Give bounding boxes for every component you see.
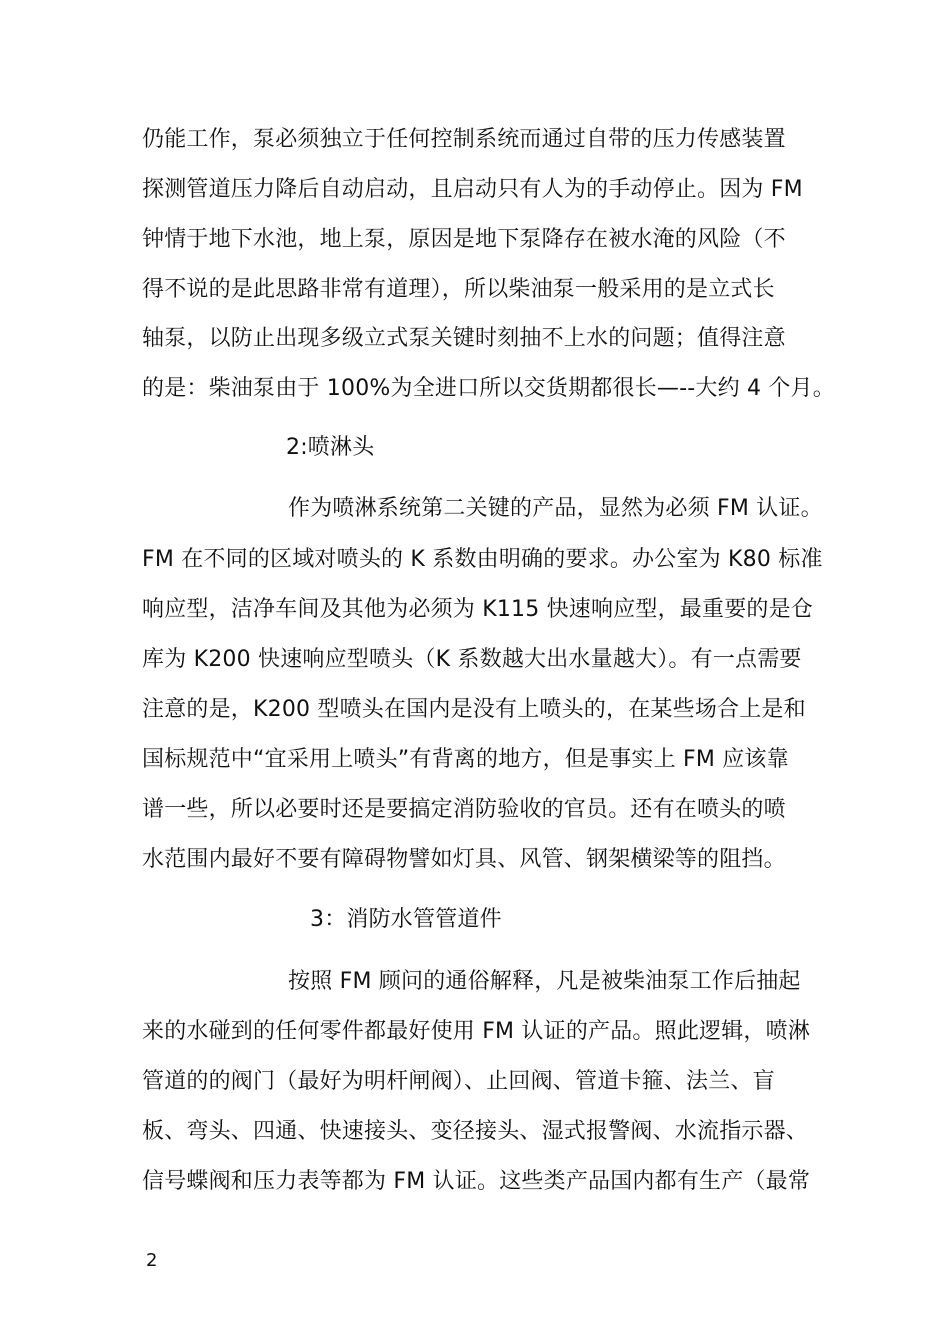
page-number: 2	[146, 1250, 158, 1271]
text-line-8: 作为喷淋系统第二关键的产品，显然为必须 FM 认证。	[288, 496, 823, 521]
text-line-20: 板、弯头、四通、快速接头、变径接头、湿式报警阀、水流指示器、	[142, 1119, 809, 1144]
text-line-19: 管道的的阀门（最好为明杆闸阀）、止回阀、管道卡箍、法兰、盲	[142, 1069, 775, 1094]
text-line-18: 来的水碰到的任何零件都最好使用 FM 认证的产品。照此逻辑，喷淋	[142, 1019, 811, 1044]
text-line-13: 国标规范中“宜采用上喷头”有背离的地方，但是事实上 FM 应该靠	[142, 747, 789, 772]
text-line-12: 注意的是，K200 型喷头在国内是没有上喷头的，在某些场合上是和	[142, 697, 806, 722]
text-line-9: FM 在不同的区域对喷头的 K 系数由明确的要求。办公室为 K80 标准	[142, 547, 823, 572]
text-line-6: 的是：柴油泵由于 100%为全进口所以交货期都很长—--大约 4 个月。	[142, 376, 835, 401]
text-line-15: 水范围内最好不要有障碍物譬如灯具、风管、钢架横梁等的阻挡。	[142, 847, 786, 872]
text-line-11: 库为 K200 快速响应型喷头（K 系数越大出水量越大）。有一点需要	[142, 647, 802, 672]
text-line-17: 按照 FM 顾问的通俗解释，凡是被柴油泵工作后抽起	[288, 969, 801, 994]
text-line-5: 轴泵，以防止出现多级立式泵关键时刻抽不上水的问题；值得注意	[142, 326, 786, 351]
section-heading-sprinkler: 2:喷淋头	[286, 435, 375, 460]
text-line-14: 谱一些，所以必要时还是要搞定消防验收的官员。还有在喷头的喷	[142, 797, 786, 822]
text-line-21: 信号蝶阀和压力表等都为 FM 认证。这些类产品国内都有生产（最常	[142, 1169, 811, 1194]
text-line-4: 得不说的是此思路非常有道理），所以柴油泵一般采用的是立式长	[142, 277, 775, 302]
text-line-2: 探测管道压力降后自动启动，且启动只有人为的手动停止。因为 FM	[142, 177, 803, 202]
text-line-1: 仍能工作，泵必须独立于任何控制系统而通过自带的压力传感装置	[142, 127, 786, 152]
section-heading-pipe-fittings: 3：消防水管管道件	[310, 907, 502, 932]
text-line-3: 钟情于地下水池，地上泵，原因是地下泵降存在被水淹的风险（不	[142, 227, 786, 252]
text-line-10: 响应型，洁净车间及其他为必须为 K115 快速响应型，最重要的是仓	[142, 597, 814, 622]
